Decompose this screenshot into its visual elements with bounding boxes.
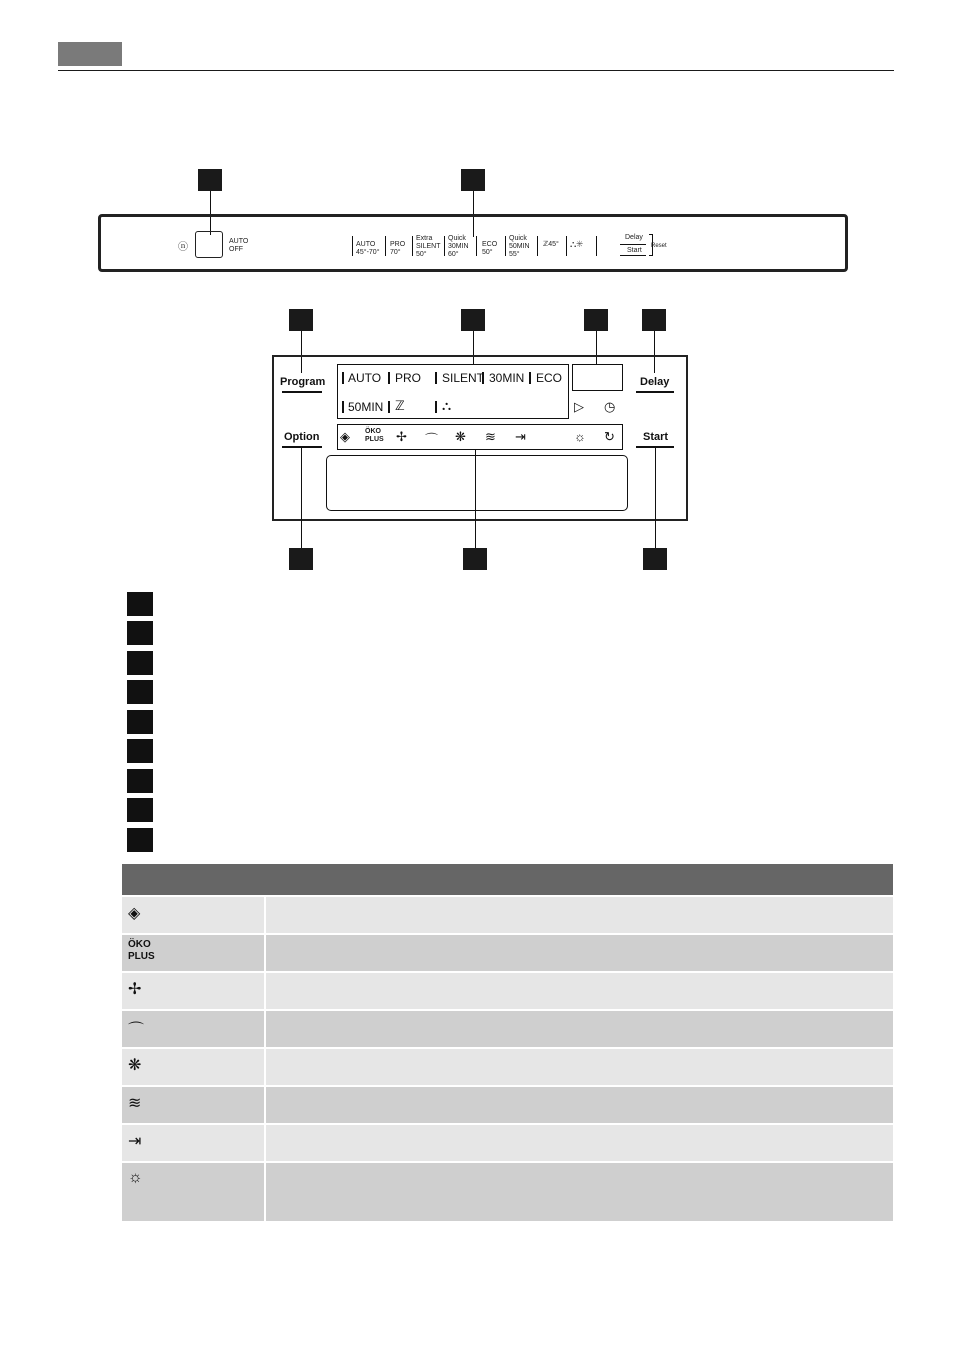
legend-marker xyxy=(127,710,153,734)
oko-plus-icon: ÖKO PLUS xyxy=(128,939,155,962)
extra-icon: ✢ xyxy=(396,429,407,444)
power-button[interactable] xyxy=(195,231,223,258)
arrow-end-icon: ⇥ xyxy=(128,1133,142,1150)
spray-icon: ❋ xyxy=(455,429,466,444)
divider xyxy=(596,236,597,256)
divider xyxy=(444,236,445,256)
indicator-bar xyxy=(482,372,484,384)
divider xyxy=(566,236,567,256)
power-icon: ⓝ xyxy=(178,242,188,253)
program-pro-display: PRO xyxy=(395,371,422,385)
start-button-label[interactable]: Start xyxy=(643,431,669,443)
info-window xyxy=(326,455,628,511)
divider xyxy=(620,255,646,256)
indicator-bar xyxy=(529,372,531,384)
legend-marker xyxy=(127,592,153,616)
option-button-line xyxy=(282,446,322,448)
auto-off-label: AUTO OFF xyxy=(229,238,249,253)
table-row xyxy=(122,1163,893,1221)
program-30min-label: Quick 30MIN 60° xyxy=(448,235,469,258)
callout-marker xyxy=(584,309,608,331)
callout-marker xyxy=(289,309,313,331)
delay-small-label: Delay xyxy=(625,234,643,241)
table-row xyxy=(122,935,893,971)
start-small-label: Start xyxy=(627,247,642,254)
program-30min-display: 30MIN xyxy=(489,371,525,385)
indicator-bar xyxy=(342,372,344,384)
divider xyxy=(352,236,353,256)
divider xyxy=(505,236,506,256)
brush-icon: ⌒ xyxy=(425,432,439,447)
legend-marker xyxy=(127,621,153,645)
program-auto-label: AUTO 45°-70° xyxy=(356,241,380,256)
callout-marker xyxy=(463,548,487,570)
callout-marker xyxy=(642,309,666,331)
legend-marker xyxy=(127,769,153,793)
divider xyxy=(476,236,477,256)
dry-icon: ≋ xyxy=(128,1095,142,1112)
program-50min-label: Quick 50MIN 55° xyxy=(509,235,530,258)
brush-icon: ⌒ xyxy=(128,1022,145,1039)
reset-label: Reset xyxy=(651,243,667,249)
extra-icon: ✢ xyxy=(128,981,142,998)
callout-marker xyxy=(198,169,222,191)
program-silent-display: SILENT xyxy=(442,371,485,385)
table-row xyxy=(122,1011,893,1047)
legend-marker xyxy=(127,798,153,822)
callout-marker xyxy=(643,548,667,570)
table-row xyxy=(122,1049,893,1085)
callout-marker xyxy=(461,309,485,331)
indicator-bar xyxy=(388,401,390,413)
legend-marker xyxy=(127,680,153,704)
rinse-aid-icon: ▷ xyxy=(574,399,584,414)
clock-icon: ◷ xyxy=(604,399,616,414)
legend-marker xyxy=(127,651,153,675)
glass-icon: ℤ xyxy=(395,398,405,413)
program-silent-label: Extra SILENT 50° xyxy=(416,235,441,258)
indicator-bar xyxy=(435,372,437,384)
program-auto-display: AUTO xyxy=(348,371,382,385)
divider xyxy=(385,236,386,256)
glass-icon: ℤ xyxy=(543,241,549,248)
detergent-icon: ◈ xyxy=(340,429,350,444)
divider xyxy=(412,236,413,256)
delay-button-line xyxy=(636,391,674,393)
rinse-icon: ⛬ xyxy=(442,398,452,413)
indicator-bar xyxy=(435,401,437,413)
sun-icon: ☼ xyxy=(128,1169,143,1186)
callout-line xyxy=(655,447,656,548)
table-row xyxy=(122,1087,893,1123)
divider xyxy=(537,236,538,256)
table-header xyxy=(122,864,893,895)
callout-line xyxy=(301,447,302,548)
callout-line xyxy=(475,450,476,548)
program-eco-display: ECO xyxy=(536,371,563,385)
table-row xyxy=(122,973,893,1009)
header-tab xyxy=(58,42,122,66)
indicator-bar xyxy=(342,401,344,413)
callout-marker xyxy=(461,169,485,191)
spray-icon: ❋ xyxy=(128,1057,142,1074)
oko-plus-icon: ÖKO PLUS xyxy=(365,428,384,443)
detergent-icon: ◈ xyxy=(128,905,141,922)
rinse-icon: ⛬✳ xyxy=(570,239,584,249)
program-pro-label: PRO 70° xyxy=(390,241,406,256)
sun-icon: ☼ xyxy=(574,429,586,444)
callout-marker xyxy=(289,548,313,570)
arrow-end-icon: ⇥ xyxy=(515,429,526,444)
header-rule xyxy=(58,70,894,71)
indicator-bar xyxy=(388,372,390,384)
table-row xyxy=(122,1125,893,1161)
program-button-line xyxy=(282,391,322,393)
dry-icon: ≋ xyxy=(485,429,496,444)
legend-marker xyxy=(127,739,153,763)
delay-button-label[interactable]: Delay xyxy=(640,376,670,388)
program-50min-display: 50MIN xyxy=(348,400,384,414)
divider xyxy=(620,244,646,245)
table-row xyxy=(122,897,893,933)
option-button-label[interactable]: Option xyxy=(284,431,320,443)
program-button-label[interactable]: Program xyxy=(280,376,326,388)
legend-marker xyxy=(127,828,153,852)
time-display xyxy=(572,364,623,391)
program-glass-label: ℤ45° xyxy=(543,241,559,248)
program-eco-label: ECO 50° xyxy=(482,241,498,256)
loop-icon: ↻ xyxy=(604,429,615,444)
